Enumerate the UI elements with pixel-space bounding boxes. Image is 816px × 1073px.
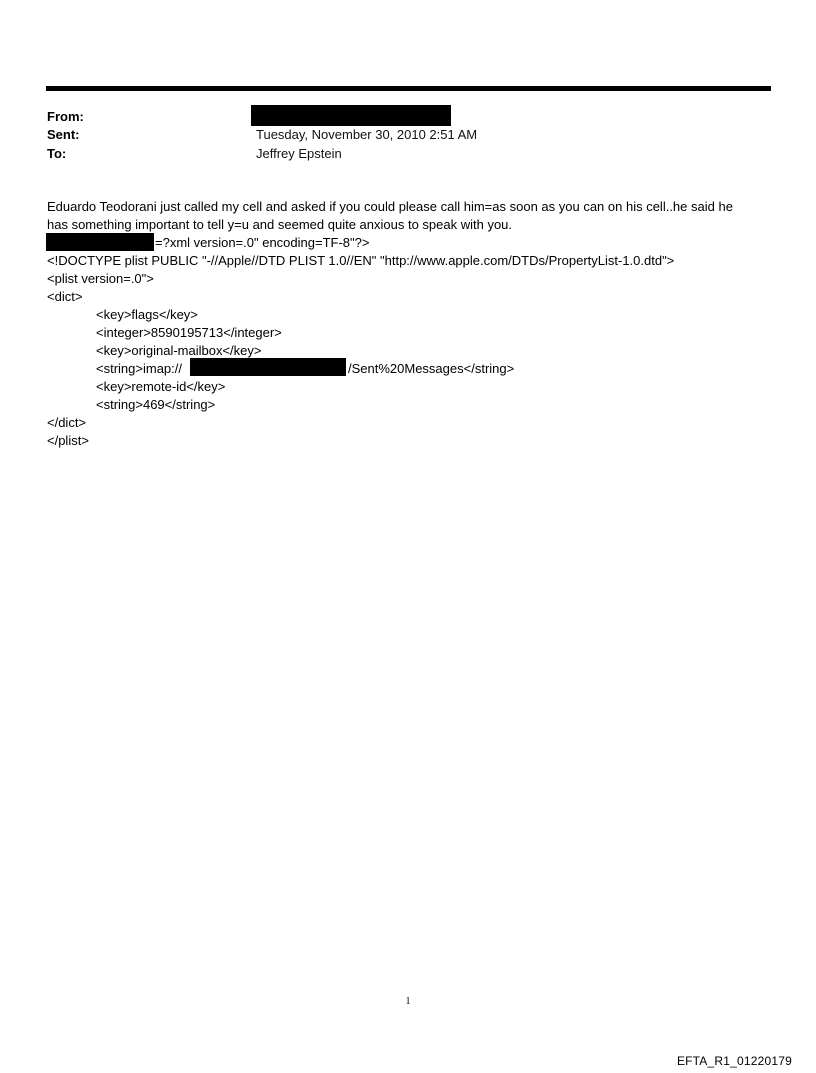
body-line-10-end: /Sent%20Messages</string> bbox=[348, 361, 515, 376]
to-value: Jeffrey Epstein bbox=[256, 146, 342, 161]
body-line-4: <!DOCTYPE plist PUBLIC "-//Apple//DTD PLIST 1.0//EN" "http://www.apple.com/DTDs/PropertyList-1.0.dtd"> bbox=[47, 253, 675, 268]
body-line-10-start: <string>imap:// bbox=[96, 361, 182, 376]
body-line-1: Eduardo Teodorani just called my cell and asked if you could please call him=as soon as you can on his cell..he said he bbox=[47, 199, 733, 214]
body-line-13: </dict> bbox=[47, 415, 87, 430]
body-line-12: <string>469</string> bbox=[96, 397, 216, 412]
body-line-3: =?xml version=.0" encoding=TF-8"?> bbox=[155, 235, 370, 250]
to-label: To: bbox=[47, 146, 67, 161]
redaction-from bbox=[251, 105, 451, 126]
sent-value: Tuesday, November 30, 2010 2:51 AM bbox=[256, 127, 478, 142]
redaction-imap-account bbox=[190, 358, 346, 376]
redaction-xml-prefix bbox=[46, 233, 154, 251]
from-label: From: bbox=[47, 109, 84, 124]
sent-label: Sent: bbox=[47, 127, 80, 142]
body-line-9: <key>original-mailbox</key> bbox=[96, 343, 262, 358]
body-line-6: <dict> bbox=[47, 289, 83, 304]
body-line-5: <plist version=.0"> bbox=[47, 271, 154, 286]
page-number: 1 bbox=[405, 996, 411, 1007]
body-line-2: has something important to tell y=u and seemed quite anxious to speak with you. bbox=[47, 217, 513, 232]
header-rule bbox=[46, 86, 771, 91]
body-line-14: </plist> bbox=[47, 433, 89, 448]
body-line-8: <integer>8590195713</integer> bbox=[96, 325, 282, 340]
bates-number: EFTA_R1_01220179 bbox=[676, 1054, 792, 1068]
body-line-7: <key>flags</key> bbox=[96, 307, 198, 322]
body-line-11: <key>remote-id</key> bbox=[96, 379, 226, 394]
